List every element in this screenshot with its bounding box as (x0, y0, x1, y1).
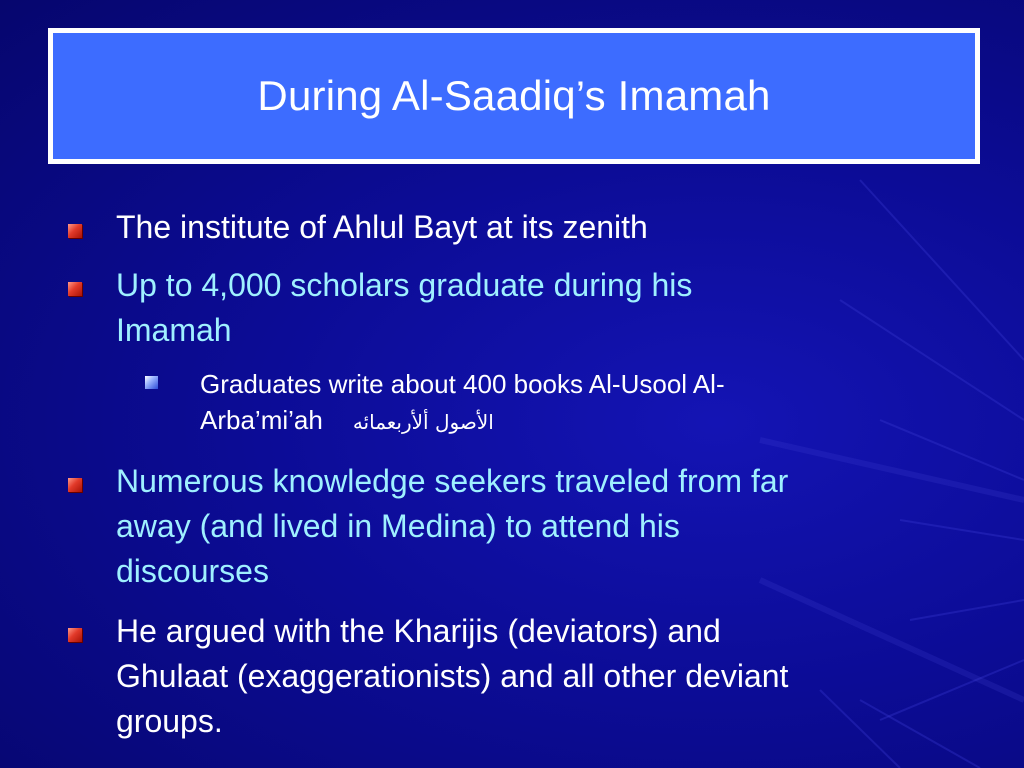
bullet-text: Ghulaat (exaggerationists) and all other deviant (116, 658, 789, 694)
sub-bullet-item (200, 366, 725, 440)
sub-bullet-marker (145, 376, 158, 389)
bullet-text: discourses (116, 553, 269, 589)
bullet-text: Imamah (116, 312, 232, 348)
sub-bullet-text: Arba’mi’ah (200, 405, 323, 435)
arabic-title: الأصول ألأربعمائه (352, 410, 494, 434)
bullet-marker (68, 224, 82, 238)
bullet-text: He argued with the Kharijis (deviators) and (116, 613, 721, 649)
sub-bullet-text: Graduates write about 400 books Al-Usool Al- (200, 369, 725, 399)
bullet-item (116, 609, 788, 744)
bullet-text: The institute of Ahlul Bayt at its zenith (116, 209, 648, 245)
bullet-marker (68, 282, 82, 296)
bullet-item (116, 263, 692, 353)
bullet-text: Up to 4,000 scholars graduate during his (116, 267, 693, 303)
bullet-item (116, 459, 788, 594)
bullet-text: groups. (116, 703, 223, 739)
bullet-text: Numerous knowledge seekers traveled from far (116, 463, 789, 499)
bullet-item (116, 205, 648, 250)
bullet-marker (68, 628, 82, 642)
bullet-text: away (and lived in Medina) to attend his (116, 508, 680, 544)
bullet-marker (68, 478, 82, 492)
slide-title: During Al-Saadiq’s Imamah (257, 72, 771, 119)
